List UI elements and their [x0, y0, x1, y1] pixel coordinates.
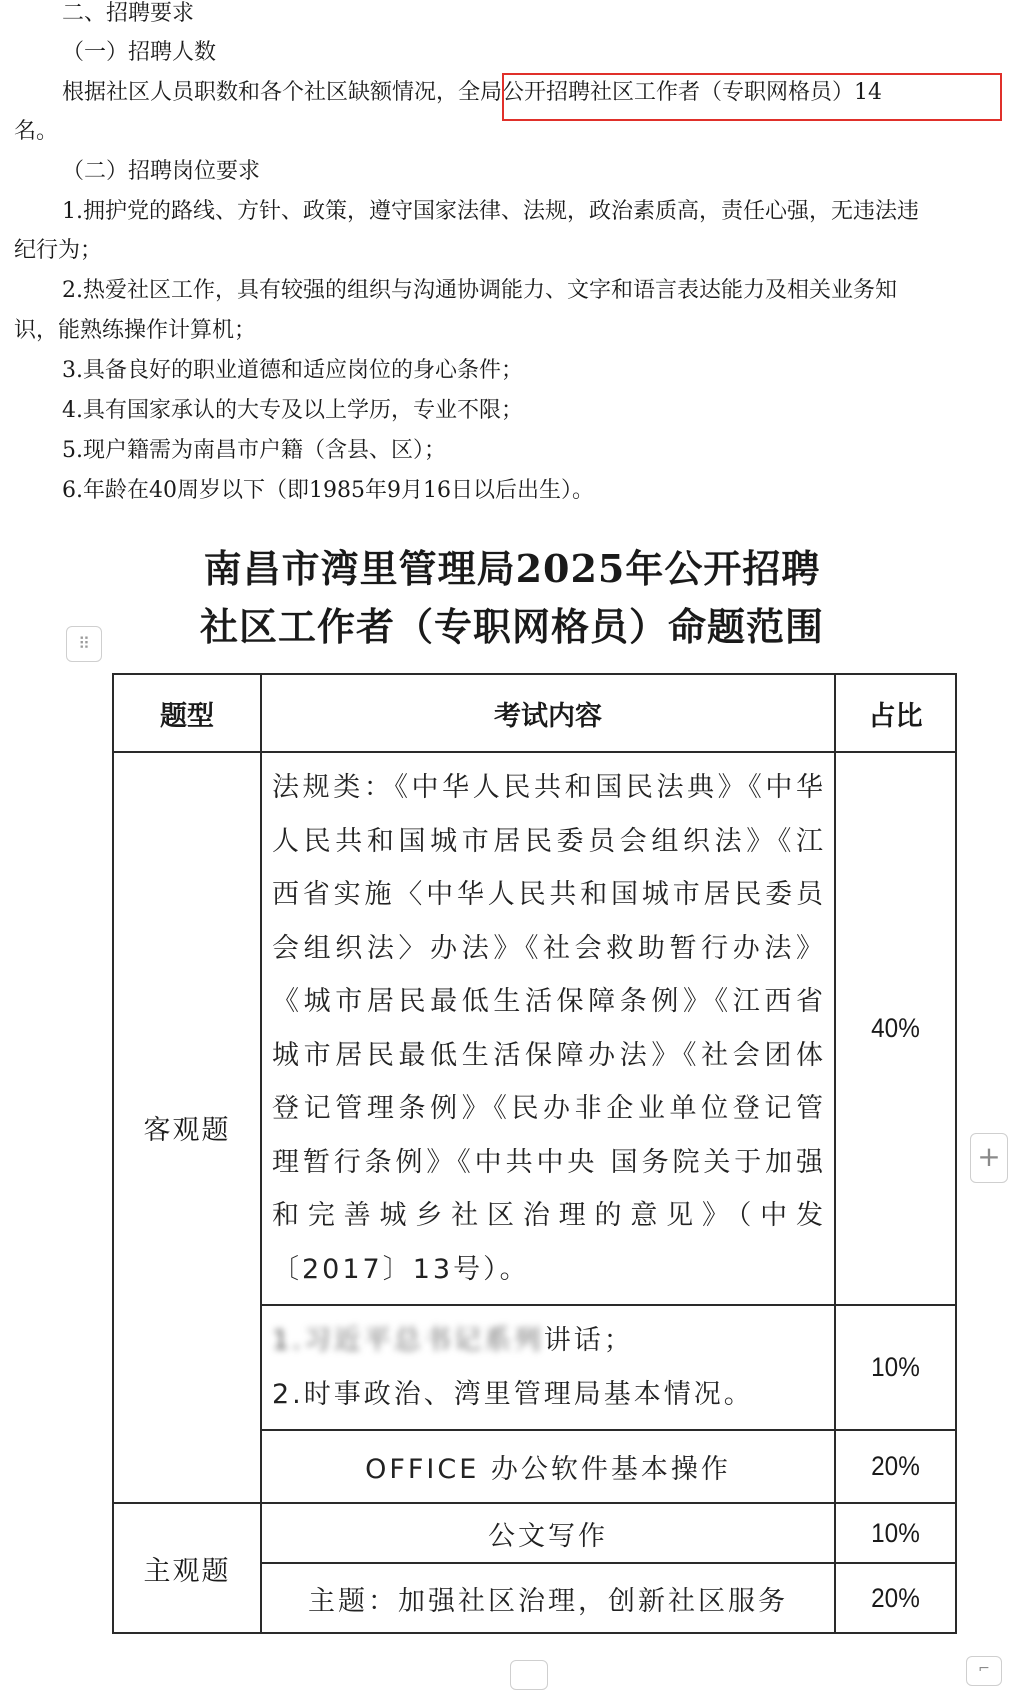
doc-title-line2: 社区工作者（专职网格员）命题范围: [199, 604, 824, 649]
objective-type-cell: 客观题: [113, 752, 261, 1503]
headcount-paragraph-cont: 名。: [14, 119, 59, 144]
requirement-item-6: 6.年龄在40周岁以下（即1985年9月16日以后出生）。: [62, 478, 594, 503]
speech-content-cell: [261, 1305, 835, 1430]
add-row-icon[interactable]: [510, 1660, 548, 1690]
red-highlight-box: [502, 73, 1002, 121]
headcount-highlight: 全局公开招聘社区工作者（专职网格员）14: [458, 80, 883, 105]
drag-handle-icon[interactable]: ⠿: [66, 626, 102, 662]
office-pct-cell: 20%: [841, 1430, 950, 1503]
header-proportion: 占比: [835, 674, 956, 752]
theme-content-cell: 主题：加强社区治理，创新社区服务: [261, 1563, 835, 1633]
law-pct-cell: 40%: [841, 752, 950, 1305]
requirement-item-1: 1.拥护党的路线、方针、政策，遵守国家法律、法规，政治素质高，责任心强，无违法违: [62, 199, 919, 224]
header-exam-content: 考试内容: [261, 674, 835, 752]
writing-content-cell: 公文写作: [261, 1503, 835, 1563]
add-column-plus-icon[interactable]: +: [970, 1133, 1008, 1183]
table-header-row: [113, 674, 956, 752]
speech-line-2: 2.时事政治、湾里管理局基本情况。: [272, 1378, 754, 1410]
theme-pct-cell: 20%: [841, 1563, 950, 1633]
speech-line-1: [272, 1314, 826, 1368]
sub-heading-requirements: （二）招聘岗位要求: [62, 159, 261, 184]
exam-scope-table: [112, 673, 957, 1634]
speech-pct-cell: 10%: [841, 1305, 950, 1430]
requirement-item-2: 2.热爱社区工作，具有较强的组织与沟通协调能力、文字和语言表达能力及相关业务知: [62, 278, 897, 303]
sub-heading-headcount: （一）招聘人数: [62, 40, 217, 65]
office-content-cell: OFFICE 办公软件基本操作: [261, 1430, 835, 1503]
requirement-item-3: 3.具备良好的职业道德和适应岗位的身心条件；: [62, 358, 523, 383]
requirement-item-1-cont: 纪行为；: [14, 238, 103, 263]
blurred-text: 1.习近平总书记系列: [272, 1325, 544, 1356]
requirement-item-4: 4.具有国家承认的大专及以上学历，专业不限；: [62, 398, 523, 423]
table-row: [113, 1503, 956, 1563]
law-content-cell: 法规类：《中华人民共和国民法典》《中华人民共和国城市居民委员会组织法》《江西省实施〈中华人民共和国城市居民委员会组织法〉办法》《社会救助暂行办法》《城市居民最低生活保障条例》《江西省城市居民最低生活保障办法》《社会团体登记管理条例》《民办非企业单位登记管理暂行条例》《中共中央 国务院关于加强和完善城乡社区治理的意见》（中发〔2017〕13号）。: [261, 752, 835, 1305]
writing-pct-cell: 10%: [841, 1503, 950, 1563]
table-row: [113, 752, 956, 1305]
requirement-item-5: 5.现户籍需为南昌市户籍（含县、区）；: [62, 438, 446, 463]
section-heading: 二、招聘要求: [62, 1, 195, 26]
table-resize-icon[interactable]: ⌐: [966, 1656, 1002, 1686]
speech-line-1-rest: 讲话；: [543, 1325, 634, 1356]
subjective-type-cell: 主观题: [113, 1503, 261, 1633]
headcount-prefix: 根据社区人员职数和各个社区缺额情况，: [62, 80, 459, 105]
doc-title-line1: 南昌市湾里管理局2025年公开招聘: [203, 546, 821, 591]
header-question-type: 题型: [113, 674, 261, 752]
requirement-item-2-cont: 识，能熟练操作计算机；: [14, 318, 257, 343]
